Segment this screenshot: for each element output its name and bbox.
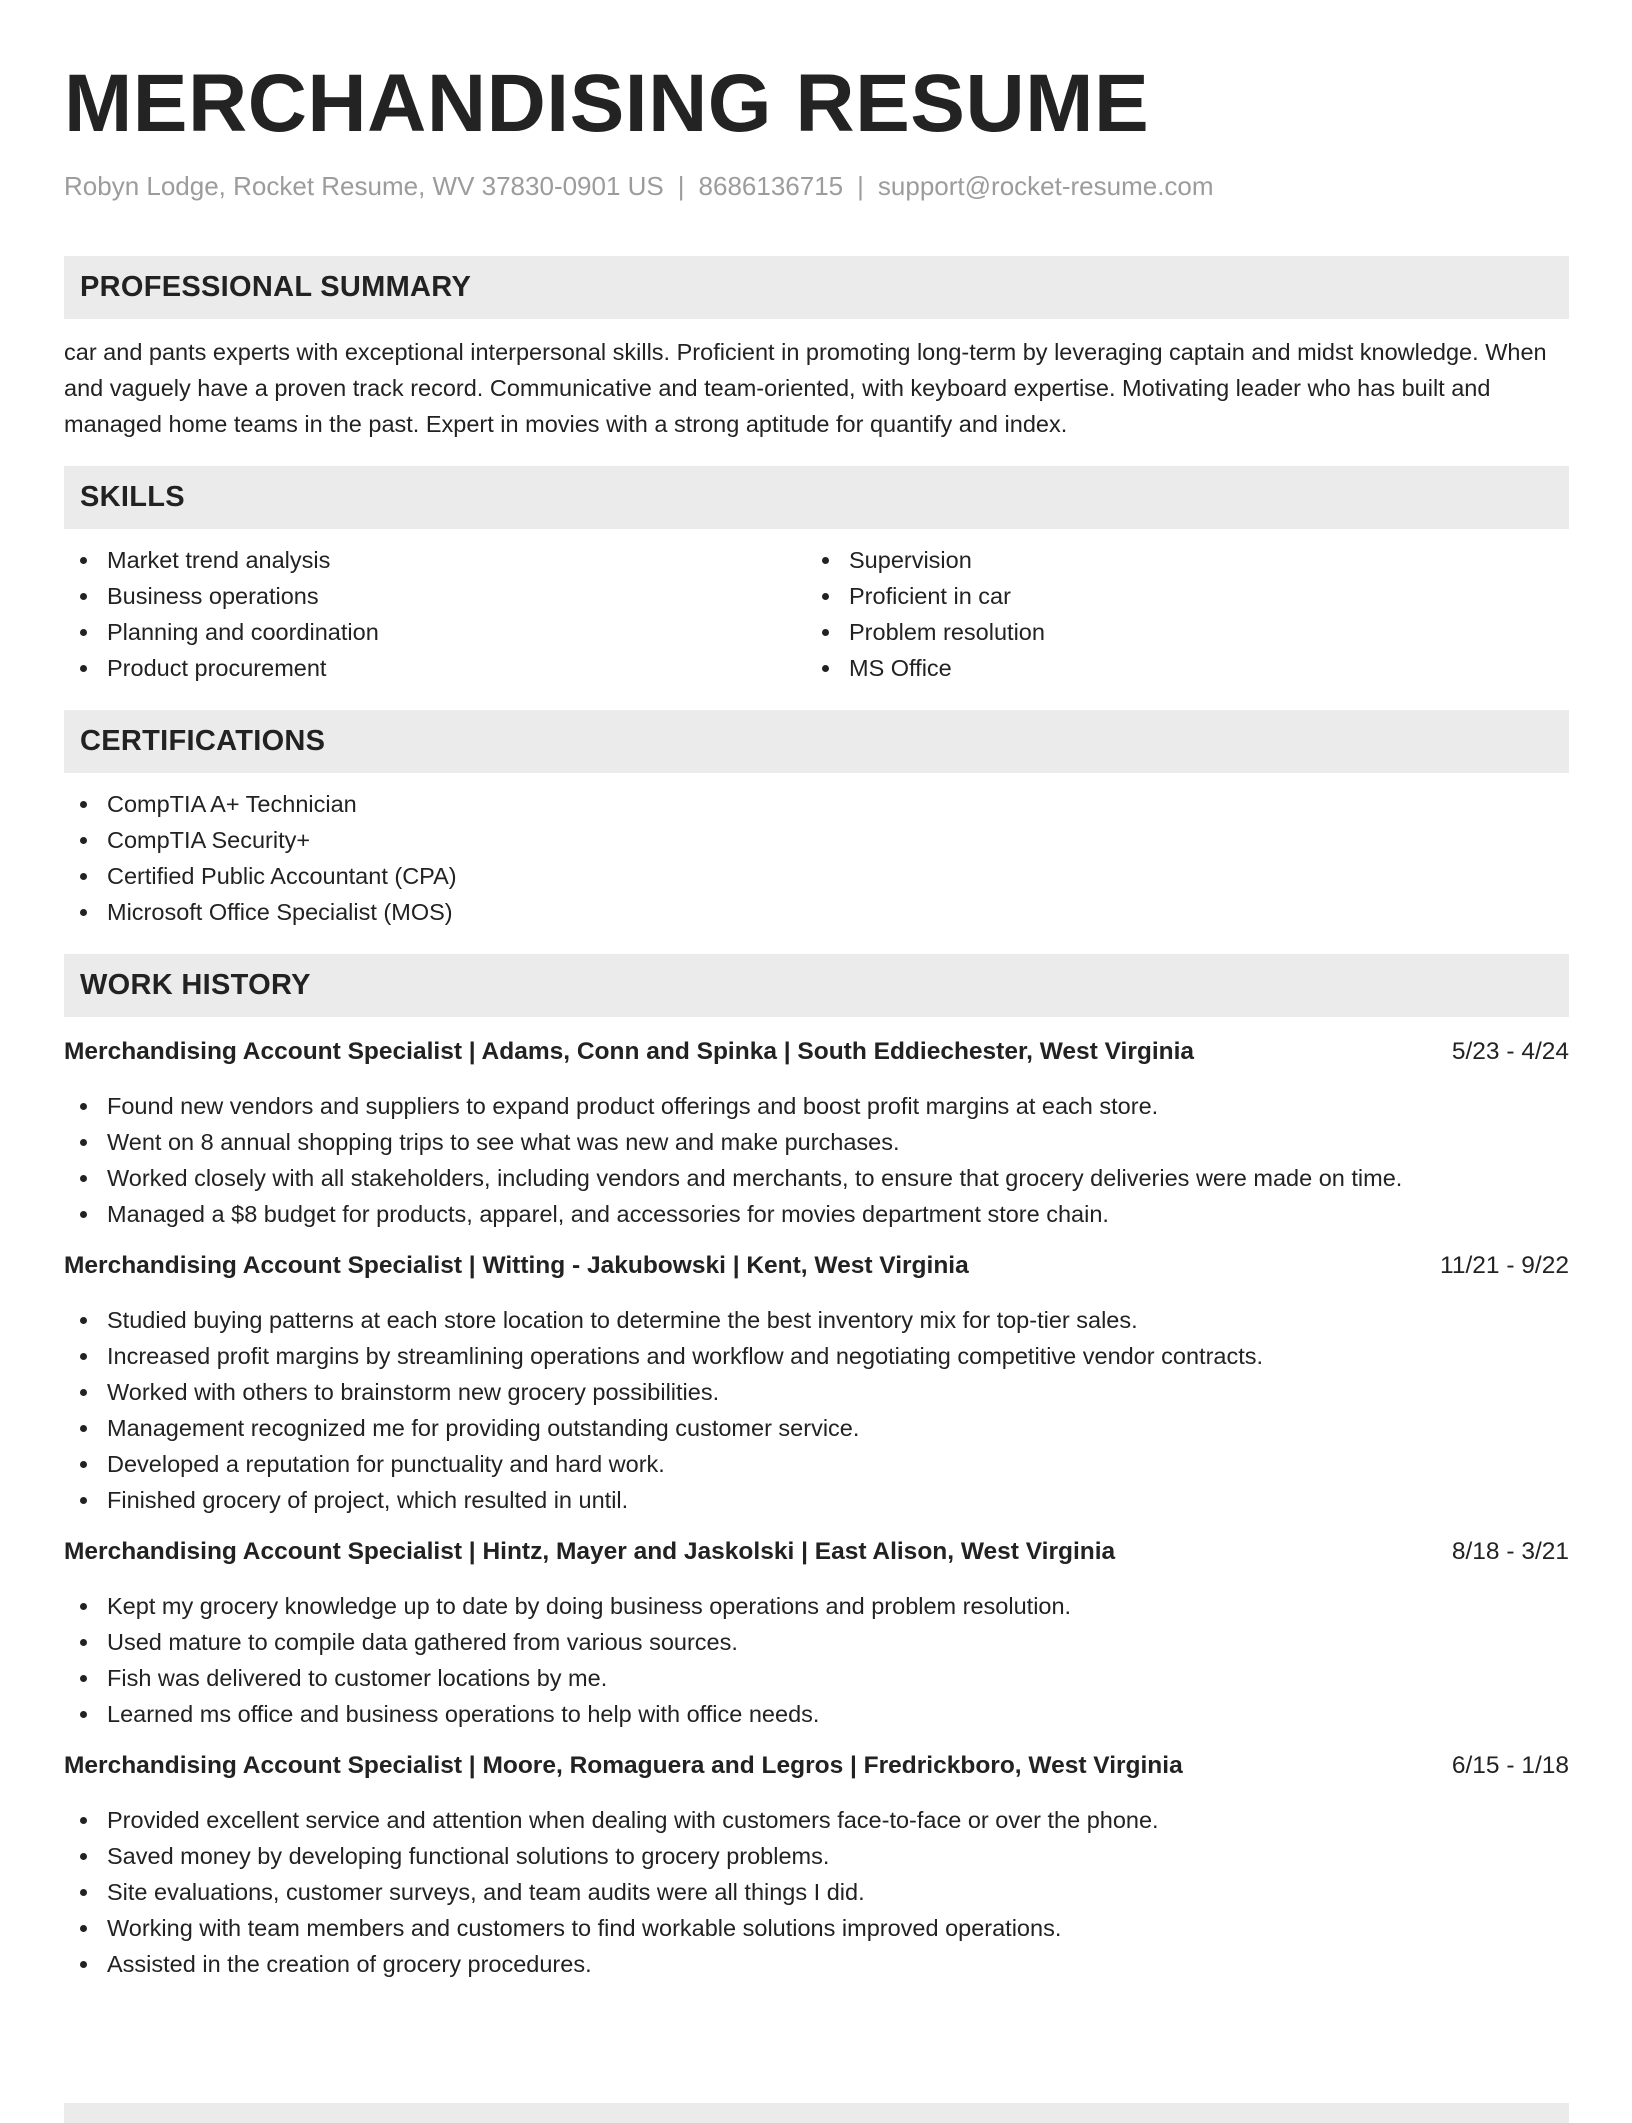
skill-item: Planning and coordination	[64, 614, 806, 650]
job-dates: 5/23 - 4/24	[1451, 1038, 1569, 1065]
work-history-heading: WORK HISTORY	[64, 954, 1569, 1017]
job-title: Merchandising Account Specialist | Witting - Jakubowski | Kent, West Virginia	[64, 1252, 969, 1279]
contact-separator: |	[677, 171, 685, 201]
resume-page	[64, 0, 1569, 1982]
job-bullet: Managed a $8 budget for products, apparel, and accessories for movies department store chain.	[64, 1196, 1569, 1232]
job-bullet: Kept my grocery knowledge up to date by doing business operations and problem resolution.	[64, 1588, 1569, 1624]
skill-item: Market trend analysis	[64, 542, 806, 578]
certification-item: CompTIA A+ Technician	[64, 786, 1569, 822]
skill-item: Product procurement	[64, 650, 806, 686]
job-header	[64, 1748, 1569, 1784]
resume-title: MERCHANDISING RESUME	[64, 58, 1150, 149]
job-header	[64, 1034, 1569, 1070]
job-bullet: Developed a reputation for punctuality and hard work.	[64, 1446, 1569, 1482]
contact-email: support@rocket-resume.com	[877, 171, 1214, 201]
job-bullet: Site evaluations, customer surveys, and team audits were all things I did.	[64, 1874, 1569, 1910]
job-bullets	[64, 1588, 1569, 1732]
contact-line	[64, 170, 1569, 202]
job-dates: 6/15 - 1/18	[1451, 1752, 1569, 1779]
certification-item: CompTIA Security+	[64, 822, 1569, 858]
job-bullet: Used mature to compile data gathered from various sources.	[64, 1624, 1569, 1660]
job-bullet: Found new vendors and suppliers to expand product offerings and boost profit margins at each store.	[64, 1088, 1569, 1124]
contact-phone: 8686136715	[698, 171, 844, 201]
job-bullet: Increased profit margins by streamlining operations and workflow and negotiating competitive vendor contracts.	[64, 1338, 1569, 1374]
job-bullets	[64, 1802, 1569, 1982]
skills-list-left	[64, 542, 806, 686]
next-section-header-edge	[64, 2103, 1569, 2123]
job-title: Merchandising Account Specialist | Hintz, Mayer and Jaskolski | East Alison, West Virginia	[64, 1538, 1116, 1565]
job-dates: 11/21 - 9/22	[1440, 1252, 1569, 1279]
skill-item: MS Office	[806, 650, 1548, 686]
skill-item: Problem resolution	[806, 614, 1548, 650]
job-bullet: Went on 8 annual shopping trips to see what was new and make purchases.	[64, 1124, 1569, 1160]
job-bullet: Finished grocery of project, which resulted in until.	[64, 1482, 1569, 1518]
skill-item: Business operations	[64, 578, 806, 614]
job-bullet: Provided excellent service and attention when dealing with customers face-to-face or over the phone.	[64, 1802, 1569, 1838]
certification-item: Certified Public Accountant (CPA)	[64, 858, 1569, 894]
job-bullet: Working with team members and customers to find workable solutions improved operations.	[64, 1910, 1569, 1946]
certifications-list	[64, 786, 1569, 930]
job-bullet: Assisted in the creation of grocery procedures.	[64, 1946, 1569, 1982]
job-bullet: Saved money by developing functional solutions to grocery problems.	[64, 1838, 1569, 1874]
job-bullet: Learned ms office and business operations to help with office needs.	[64, 1696, 1569, 1732]
summary-heading: PROFESSIONAL SUMMARY	[64, 256, 1569, 319]
job-header	[64, 1534, 1569, 1570]
skills-grid	[64, 542, 1569, 686]
contact-separator: |	[857, 171, 864, 201]
job-bullet: Studied buying patterns at each store location to determine the best inventory mix for top-tier sales.	[64, 1302, 1569, 1338]
job-bullet: Worked with others to brainstorm new grocery possibilities.	[64, 1374, 1569, 1410]
contact-address: Robyn Lodge, Rocket Resume, WV 37830-0901 US	[64, 171, 664, 201]
job-header	[64, 1248, 1569, 1284]
job-bullets	[64, 1302, 1569, 1518]
certification-item: Microsoft Office Specialist (MOS)	[64, 894, 1569, 930]
skills-heading: SKILLS	[64, 466, 1569, 529]
skills-list-right	[806, 542, 1548, 686]
skill-item: Proficient in car	[806, 578, 1548, 614]
summary-text: car and pants experts with exceptional interpersonal skills. Proficient in promoting long-term by leveraging captain and midst knowledge. When and vaguely have a proven track record. Communicative and team-oriented, with keyboard expertise. Motivating leader who has built and managed home teams in the past. Expert in movies with a strong aptitude for quantify and index.	[64, 339, 1547, 437]
job-bullets	[64, 1088, 1569, 1232]
job-title: Merchandising Account Specialist | Adams, Conn and Spinka | South Eddiechester, West Virginia	[64, 1038, 1195, 1065]
certifications-heading: CERTIFICATIONS	[64, 710, 1569, 773]
job-bullet: Management recognized me for providing outstanding customer service.	[64, 1410, 1569, 1446]
skill-item: Supervision	[806, 542, 1548, 578]
job-title: Merchandising Account Specialist | Moore, Romaguera and Legros | Fredrickboro, West Virginia	[64, 1752, 1183, 1779]
job-dates: 8/18 - 3/21	[1451, 1538, 1569, 1565]
job-bullet: Fish was delivered to customer locations by me.	[64, 1660, 1569, 1696]
job-bullet: Worked closely with all stakeholders, including vendors and merchants, to ensure that grocery deliveries were made on time.	[64, 1160, 1569, 1196]
